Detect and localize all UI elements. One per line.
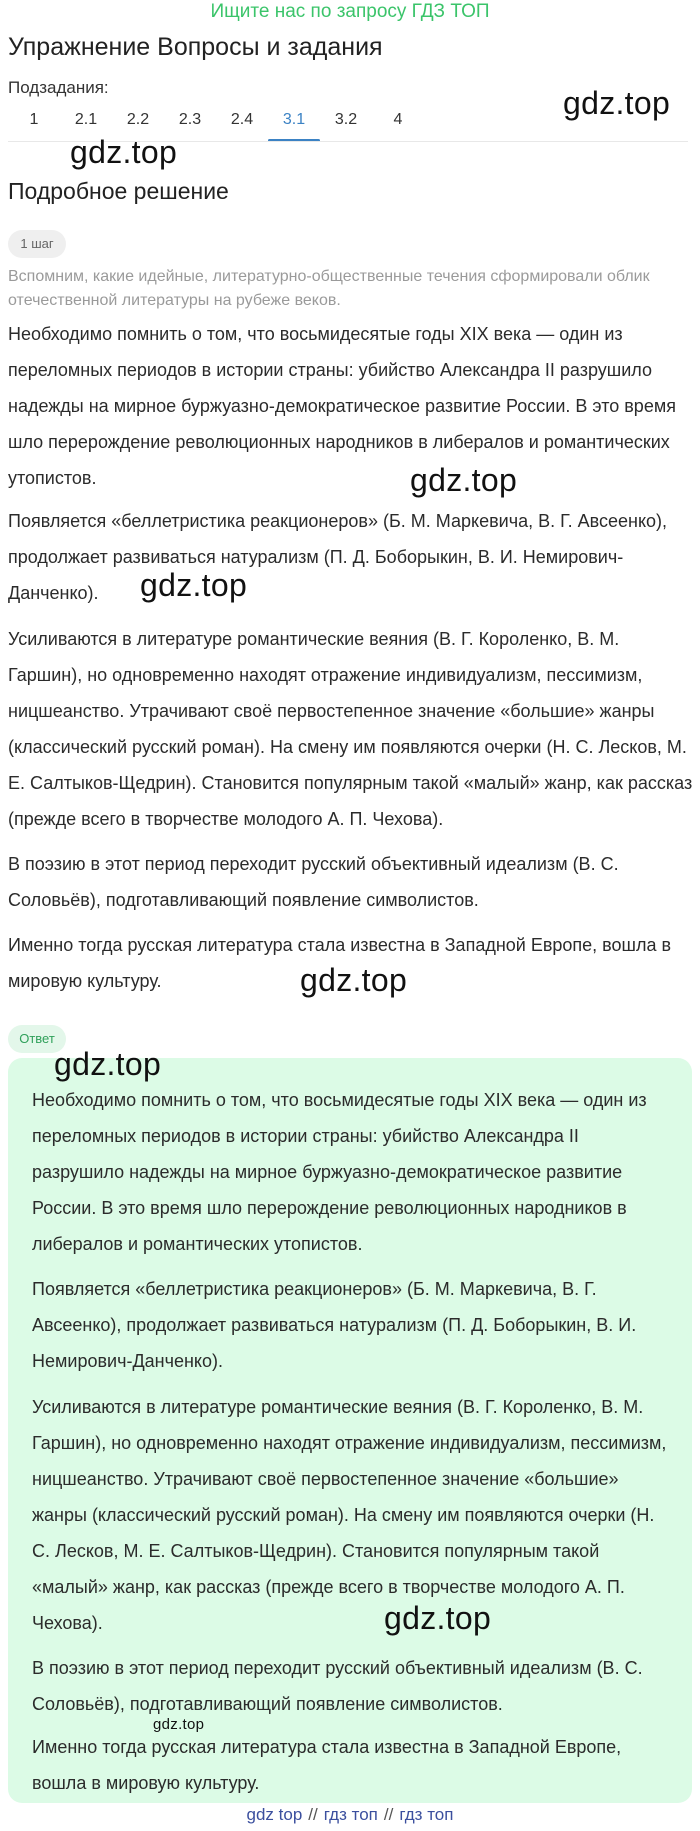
footer-link[interactable]: gdz top <box>246 1805 303 1824</box>
watermark: gdz.top <box>70 134 178 170</box>
top-banner: Ищите нас по запросу ГДЗ ТОП <box>210 1 490 22</box>
solution-title: Подробное решение <box>8 178 229 204</box>
tab-3-1[interactable]: 3.1 <box>268 102 320 142</box>
watermark: gdz.top <box>300 962 408 998</box>
footer-link[interactable]: гдз топ <box>399 1805 454 1824</box>
answer-paragraph: Усиливаются в литературе романтические веяния (В. Г. Короленко, В. М. Гаршин), но одновременно находят отражение индивидуализм, пессимизм, ницшеанство. Утрачивают своё первостепенное значение «большие» жанры (классический русский роман). На смену им появляются очерки (Н. С. Лесков, М. Е. Салтыков-Щедрин). Становится популярным такой «малый» жанр, как рассказ (прежде всего в творчестве молодого А. П. Чехова). <box>32 1397 667 1633</box>
step-description: Вспомним, какие идейные, литературно-общественные течения сформировали облик отечественной литературы на рубеже веков. <box>8 268 650 309</box>
answer-box <box>8 1058 692 1803</box>
answer-paragraph: Именно тогда русская литература стала известна в Западной Европе, вошла в мировую культуру. <box>32 1737 622 1793</box>
answer-paragraph: Необходимо помнить о том, что восьмидесятые годы XIX века — один из переломных периодов в истории страны: убийство Александра II разрушило надежды на мирное буржуазно-демократическое развитие России. В это время шло перерождение революционных народников в либералов и романтических утопистов. <box>32 1090 647 1254</box>
tab-3-2[interactable]: 3.2 <box>334 111 358 128</box>
subtasks-label: Подзадания: <box>8 78 109 97</box>
watermark: gdz.top <box>54 1046 162 1082</box>
footer-link[interactable]: гдз топ <box>323 1805 378 1824</box>
solution-paragraph: Необходимо помнить о том, что восьмидесятые годы XIX века — один из переломных периодов в истории страны: убийство Александра II разрушило надежды на мирное буржуазно-демократическое развитие России. В это время шло перерождение революционных народников в либералов и романтических утопистов. <box>8 324 676 488</box>
tab-2-3[interactable]: 2.3 <box>178 111 202 128</box>
tab-1[interactable]: 1 <box>29 111 39 128</box>
solution-paragraph: Усиливаются в литературе романтические веяния (В. Г. Короленко, В. М. Гаршин), но одновременно находят отражение индивидуализм, пессимизм, ницшеанство. Утрачивают своё первостепенное значение «большие» жанры (классический русский роман). На смену им появляются очерки (Н. С. Лесков, М. Е. Салтыков-Щедрин). Становится популярным такой «малый» жанр, как рассказ (прежде всего в творчестве молодого А. П. Чехова). <box>8 629 693 829</box>
watermark: gdz.top <box>563 85 671 121</box>
answer-badge: Ответ <box>8 1025 66 1053</box>
answer-paragraph: Появляется «беллетристика реакционеров» (Б. М. Маркевича, В. Г. Авсеенко), продолжает развиваться натурализм (П. Д. Боборыкин, В. И. Немирович-Данченко). <box>32 1279 637 1371</box>
solution-paragraph: В поэзию в этот период переходит русский объективный идеализм (В. С. Соловьёв), подготавливающий появление символистов. <box>8 854 619 910</box>
solution-paragraph: Именно тогда русская литература стала известна в Западной Европе, вошла в мировую культуру. <box>8 935 672 991</box>
solution-paragraph: Появляется «беллетристика реакционеров» (Б. М. Маркевича, В. Г. Авсеенко), продолжает развиваться натурализм (П. Д. Боборыкин, В. И. Немирович-Данченко). <box>8 511 668 603</box>
tab-2-4[interactable]: 2.4 <box>230 111 254 128</box>
page-title: Упражнение Вопросы и задания <box>8 33 383 61</box>
watermark: gdz.top <box>140 567 248 603</box>
footer-separator: // <box>383 1805 394 1824</box>
answer-paragraph: В поэзию в этот период переходит русский объективный идеализм (В. С. Соловьёв), подготавливающий появление символистов. <box>32 1658 643 1714</box>
tab-2-2[interactable]: 2.2 <box>126 111 150 128</box>
tab-2-1[interactable]: 2.1 <box>74 111 98 128</box>
tab-4[interactable]: 4 <box>393 111 403 128</box>
step-badge: 1 шаг <box>8 230 66 258</box>
watermark: gdz.top <box>153 1716 205 1733</box>
footer <box>0 1803 700 1827</box>
watermark: gdz.top <box>410 462 518 498</box>
footer-separator: // <box>308 1805 318 1824</box>
watermark: gdz.top <box>384 1600 492 1636</box>
